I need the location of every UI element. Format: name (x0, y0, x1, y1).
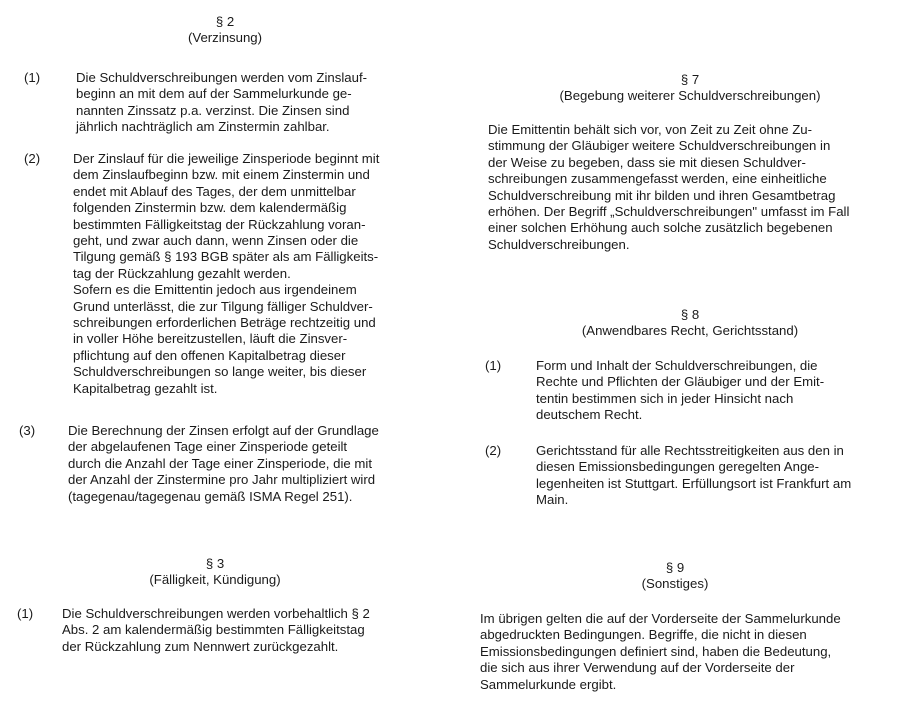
text-line: einer solchen Erhöhung auch solche zusätzlich begebenen (488, 220, 833, 236)
text-line: Sammelurkunde ergibt. (480, 676, 617, 692)
text-line: Schuldverschreibungen so lange weiter, bis dieser (73, 364, 367, 380)
text-line: Abs. 2 am kalendermäßig bestimmten Fälligkeitstag (62, 622, 365, 638)
text-line: (tagegenau/tagegenau gemäß ISMA Regel 251). (68, 488, 353, 504)
text-line: Im übrigen gelten die auf der Vorderseite der Sammelurkunde (480, 611, 841, 626)
section-9-subtitle: (Sonstiges) (641, 576, 709, 592)
paragraph-number: (2) (24, 151, 41, 166)
paragraph-number: (1) (24, 70, 41, 85)
section-2-heading (130, 14, 320, 47)
section-2-subtitle: (Verzinsung) (187, 30, 263, 46)
text-line: schreibungen erforderlichen Beträge rechtzeitig und (73, 315, 376, 331)
text-line: Die Berechnung der Zinsen erfolgt auf der Grundlage (68, 423, 379, 438)
text-line: beginn an mit dem auf der Sammelurkunde ge- (76, 86, 352, 102)
section-2-paragraph-3 (19, 423, 429, 513)
text-line: die sich aus ihrer Verwendung auf der Vorderseite der (480, 660, 795, 676)
text-line: Der Zinslauf für die jeweilige Zinsperiode beginnt mit (73, 151, 380, 166)
section-3-title: § 3 (205, 556, 225, 571)
section-8-title: § 8 (680, 307, 700, 322)
text-line: endet mit Ablauf des Tages, der dem unmittelbar (73, 183, 356, 199)
text-line: Grund unterlässt, die zur Tilgung fälliger Schuldver- (73, 298, 373, 314)
text-line: Die Schuldverschreibungen werden vorbehaltlich § 2 (62, 606, 370, 621)
text-line: schreibungen zusammengefasst werden, eine einheitliche (488, 171, 827, 187)
text-line: Main. (536, 492, 569, 508)
text-line: abgedruckten Bedingungen. Begriffe, die nicht in diesen (480, 627, 807, 643)
section-7-title: § 7 (680, 72, 700, 87)
text-line: in voller Höhe bereitzustellen, läuft die Zinsver- (73, 331, 348, 347)
text-line: Emissionsbedingungen definiert sind, haben die Bedeutung, (480, 643, 832, 659)
section-9-title: § 9 (665, 560, 685, 575)
section-3-paragraph-1 (17, 606, 417, 660)
text-line: Kapitalbetrag gezahlt ist. (73, 380, 218, 396)
text-line: bestimmten Fälligkeitstag der Rückzahlung voran- (73, 216, 366, 232)
text-line: tentin bestimmen sich in jeder Hinsicht nach (536, 390, 794, 406)
text-line: durch die Anzahl der Tage einer Zinsperiode, die mit (68, 455, 372, 471)
text-line: legenheiten ist Stuttgart. Erfüllungsort ist Frankfurt am (536, 475, 852, 491)
text-line: Tilgung gemäß § 193 BGB später als am Fälligkeits- (73, 249, 379, 265)
text-line: der abgelaufenen Tage einer Zinsperiode geteilt (68, 439, 348, 455)
text-line: Die Emittentin behält sich vor, von Zeit zu Zeit ohne Zu- (488, 122, 812, 137)
text-line: der Anzahl der Zinstermine pro Jahr multipliziert wird (68, 472, 376, 488)
text-line: jährlich nachträglich am Zinstermin zahlbar. (76, 119, 330, 135)
text-line: Rechte und Pflichten der Gläubiger und der Emit- (536, 374, 825, 390)
paragraph-number: (1) (485, 358, 502, 373)
text-line: folgenden Zinstermin bzw. dem kalendermäßig (73, 200, 347, 216)
section-9-body (480, 611, 905, 701)
section-7-body (488, 122, 908, 258)
text-line: nannten Zinssatz p.a. verzinst. Die Zinsen sind (76, 102, 350, 118)
text-line: deutschem Recht. (536, 407, 643, 423)
section-7-subtitle: (Begebung weiterer Schuldverschreibungen) (559, 88, 821, 104)
section-2-paragraph-2 (24, 151, 424, 401)
text-line: Die Schuldverschreibungen werden vom Zinslauf- (76, 70, 368, 85)
section-8-paragraph-1 (485, 358, 905, 428)
text-line: geht, und zwar auch dann, wenn Zinsen oder die (73, 233, 359, 249)
text-line: tag der Rückzahlung gezahlt werden. (73, 265, 291, 281)
text-line: Gerichtsstand für alle Rechtsstreitigkeiten aus den in (536, 443, 844, 458)
section-8-heading (545, 307, 835, 340)
paragraph-number: (2) (485, 443, 502, 458)
paragraph-number: (1) (17, 606, 34, 621)
text-line: Schuldverschreibungen. (488, 236, 630, 252)
section-2-paragraph-1 (24, 70, 424, 140)
paragraph-number: (3) (19, 423, 36, 438)
text-line: dem Zinslaufbeginn bzw. mit einem Zinstermin und (73, 167, 370, 183)
text-line: Schuldverschreibung mit ihr bilden und ihren Gesamtbetrag (488, 187, 836, 203)
text-line: erhöhen. Der Begriff „Schuldverschreibungen" umfasst im Fall (488, 204, 850, 220)
text-line: der Rückzahlung zum Nennwert zurückgezahlt. (62, 638, 339, 654)
text-line: stimmung der Gläubiger weitere Schuldverschreibungen in (488, 138, 831, 154)
section-3-subtitle: (Fälligkeit, Kündigung) (149, 572, 281, 588)
section-3-heading (100, 556, 330, 589)
section-9-heading (600, 560, 750, 593)
text-line: pflichtung auf den offenen Kapitalbetrag dieser (73, 347, 346, 363)
text-line: der Weise zu begeben, dass sie mit diesen Schuldver- (488, 154, 806, 170)
section-2-title: § 2 (215, 14, 235, 29)
section-8-subtitle: (Anwendbares Recht, Gerichtsstand) (581, 323, 799, 339)
text-line: diesen Emissionsbedingungen geregelten Ange- (536, 459, 820, 475)
section-8-paragraph-2 (485, 443, 910, 513)
text-line: Sofern es die Emittentin jedoch aus irgendeinem (73, 282, 357, 298)
section-7-heading (520, 72, 860, 105)
text-line: Form und Inhalt der Schuldverschreibungen, die (536, 358, 818, 373)
